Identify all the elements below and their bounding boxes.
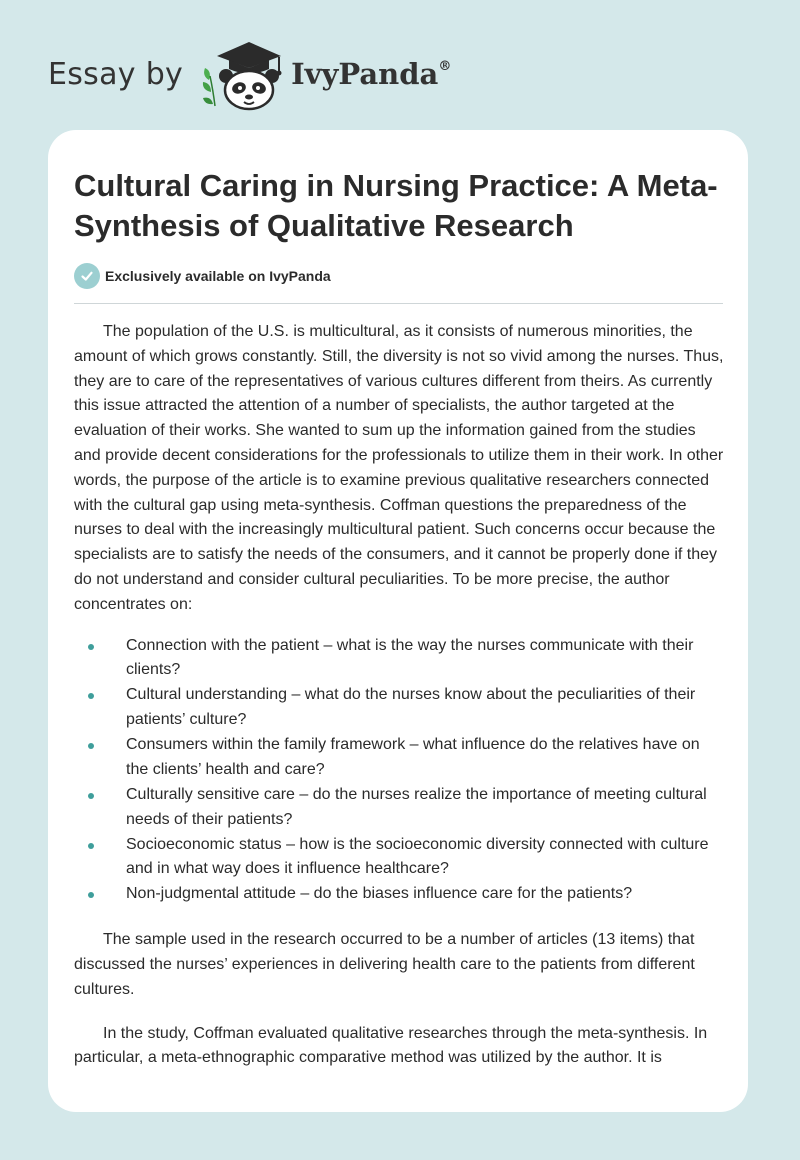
bullet-dot-icon (88, 644, 94, 650)
brand-name[interactable]: IvyPanda® (291, 57, 452, 91)
essay-card (48, 130, 748, 1112)
check-icon (74, 263, 100, 289)
panda-logo-icon[interactable] (199, 36, 285, 112)
list-item: Socioeconomic status – how is the socioeconomic diversity connected with culture and in what way does it influence healthcare? (74, 833, 726, 883)
divider (74, 303, 723, 304)
exclusive-label: Exclusively available on IvyPanda (105, 268, 331, 284)
essay-by-label: Essay by (48, 56, 184, 92)
list-item: Cultural understanding – what do the nurses know about the peculiarities of their patients’ culture? (74, 683, 726, 733)
paragraph: The sample used in the research occurred to be a number of articles (13 items) that discussed the nurses’ experiences in delivering health care to the patients from different cultures. (74, 931, 695, 998)
list-item: Non-judgmental attitude – do the biases influence care for the patients? (74, 882, 726, 907)
list-item: Culturally sensitive care – do the nurses realize the importance of meeting cultural needs of their patients? (74, 783, 726, 833)
essay-body (74, 320, 726, 1071)
list-item: Connection with the patient – what is the way the nurses communicate with their clients? (74, 634, 726, 684)
bullet-dot-icon (88, 793, 94, 799)
list-item: Consumers within the family framework – what influence do the relatives have on the clients’ health and care? (74, 733, 726, 783)
bullet-dot-icon (88, 843, 94, 849)
bullet-dot-icon (88, 693, 94, 699)
bullet-list (74, 634, 726, 908)
page-title: Cultural Caring in Nursing Practice: A Meta-Synthesis of Qualitative Research (74, 168, 718, 243)
bullet-dot-icon (88, 892, 94, 898)
paragraph: The population of the U.S. is multicultural, as it consists of numerous minorities, the amount of which grows constantly. Still, the diversity is not so vivid among the nurses. Thus, they are to care of the representatives of various cultures different from theirs. As currently this issue attracted the attention of a number of specialists, the author targeted at the evaluation of their works. She wanted to sum up the information gained from the studies and provide decent considerations for the professionals to utilize them in their work. In other words, the purpose of the article is to examine previous qualitative researchers connected with the cultural gap using meta-synthesis. Coffman questions the preparedness of the nurses to deal with the increasingly multicultural patient. Such concerns occur because the specialists are to satisfy the needs of the consumers, and it cannot be properly done if they do not understand and consider cultural peculiarities. To be more precise, the author concentrates on: (74, 323, 724, 613)
bullet-dot-icon (88, 743, 94, 749)
site-header (48, 34, 451, 114)
exclusive-badge (74, 263, 331, 289)
paragraph: In the study, Coffman evaluated qualitative researches through the meta-synthesis. In particular, a meta-ethnographic comparative method was utilized by the author. It is (74, 1024, 708, 1067)
